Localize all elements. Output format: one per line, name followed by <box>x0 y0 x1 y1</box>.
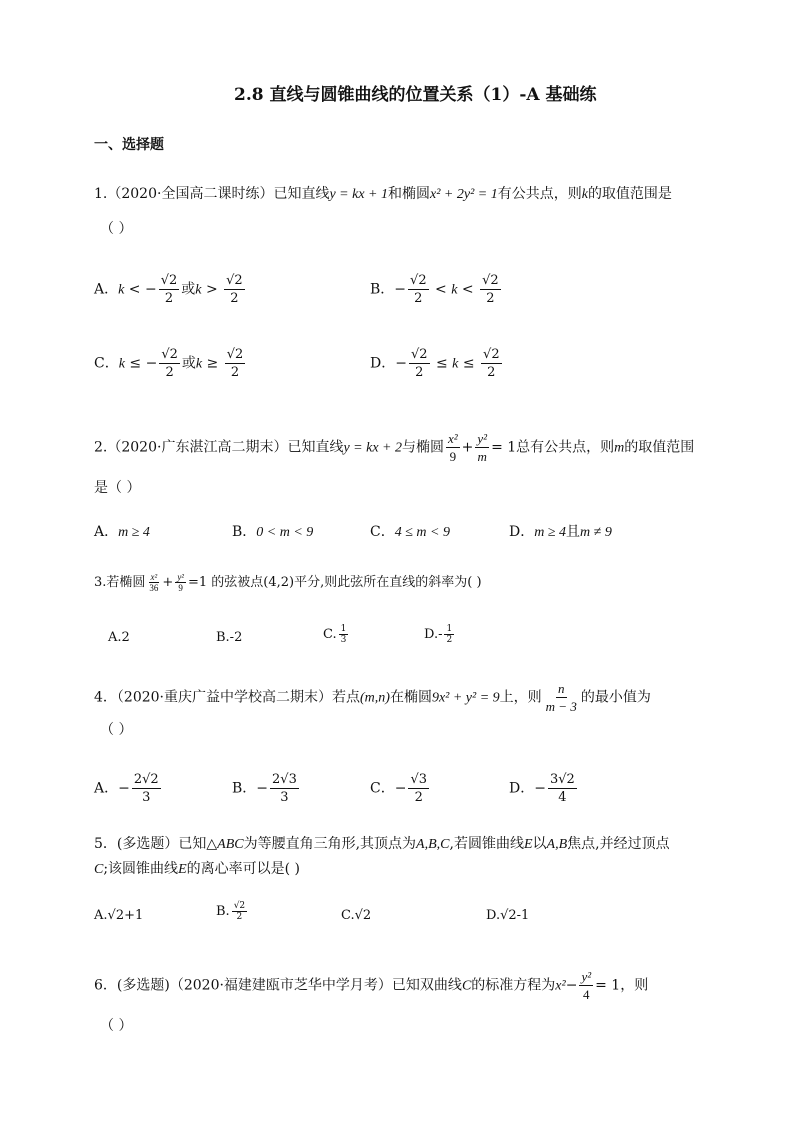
question-1-option-c: C．k ≤ − $\frac{√2}{2}$ 或k ≥ $\frac{√2}{2}$ <box>94 347 244 380</box>
question-5-option-d: D.√2-1 <box>486 908 530 923</box>
question-2-blank: 是（ ） <box>94 480 141 496</box>
question-3-option-a: A.2 <box>108 630 130 645</box>
question-2-option-d: D．m ≥ 4且m ≠ 9 <box>509 524 612 540</box>
question-4-stem: 4．（2020·重庆广益中学校高二期末）若点(m,n)在椭圆9x² + y² = 9上，则 $\frac{n}{m - 3}$ 的最小值为 <box>94 681 651 714</box>
page-title: 2.8 直线与圆锥曲线的位置关系（1）-A 基础练 <box>234 85 597 105</box>
question-5-option-a: A.√2+1 <box>94 908 144 923</box>
question-4-option-a: A．− $\frac{2√2}{3}$ <box>94 772 159 805</box>
question-4-option-b: B．− $\frac{2√3}{3}$ <box>232 772 297 805</box>
question-1-blank: （ ） <box>100 221 133 237</box>
question-1-stem: 1.（2020·全国高二课时练）已知直线y = kx + 1和椭圆x² + 2y² = 1有公共点，则k的取值范围是 <box>94 186 672 202</box>
question-3-stem: 3.若椭圆 $\frac{\text{x²}}{36}$ + $\frac{\text{y²}}{9}$ =1 的弦被点(4,2)平分,则此弦所在直线的斜率为( ) <box>94 572 482 593</box>
question-5-stem-line-1: 5．(多选题）已知△ABC为等腰直角三角形,其顶点为A,B,C,若圆锥曲线E以A,B焦点,并经过顶点 <box>94 836 670 852</box>
question-4-option-c: C．− $\frac{√3}{2}$ <box>370 772 428 805</box>
question-1-option-b: B．− $\frac{√2}{2}$ < k < $\frac{√2}{2}$ <box>370 273 499 306</box>
question-5-option-c: C.√2 <box>341 908 372 923</box>
question-1-option-d: D．− $\frac{√2}{2}$ ≤ k ≤ $\frac{√2}{2}$ <box>370 347 500 380</box>
question-6-stem: 6．(多选题)（2020·福建建瓯市芝华中学月考）已知双曲线C的标准方程为x²− $\frac{\text{y²}}{4}$ = 1，则 <box>94 969 649 1002</box>
question-1-option-a: A．k < − $\frac{√2}{2}$ 或k > $\frac{√2}{2}$ <box>94 273 243 306</box>
question-3-option-b: B.-2 <box>216 630 243 645</box>
question-3-option-c: C. $\frac{1}{3}$ <box>323 624 347 645</box>
question-5-stem-line-2: C;该圆锥曲线E的离心率可以是( ) <box>94 861 300 877</box>
question-6-blank: （ ） <box>100 1018 133 1034</box>
question-2-option-b: B．0 < m < 9 <box>232 524 314 540</box>
question-4-option-d: D．− $\frac{3√2}{4}$ <box>509 772 575 805</box>
question-4-blank: （ ） <box>100 722 133 738</box>
question-2-stem: 2.（2020·广东湛江高二期末）已知直线y = kx + 2与椭圆 $\frac{\text{x²}}{9}$ + $\frac{\text{y²}}{m}$ = 1总有公共点，则m的取值范围 <box>94 431 695 464</box>
question-5-option-b: B. $\frac{√2}{2}$ <box>216 901 246 922</box>
question-2-option-c: C．4 ≤ m < 9 <box>370 524 450 540</box>
question-3-option-d: D.- $\frac{1}{2}$ <box>424 624 453 645</box>
section-heading: 一、选择题 <box>94 137 164 153</box>
question-2-option-a: A．m ≥ 4 <box>94 524 150 540</box>
